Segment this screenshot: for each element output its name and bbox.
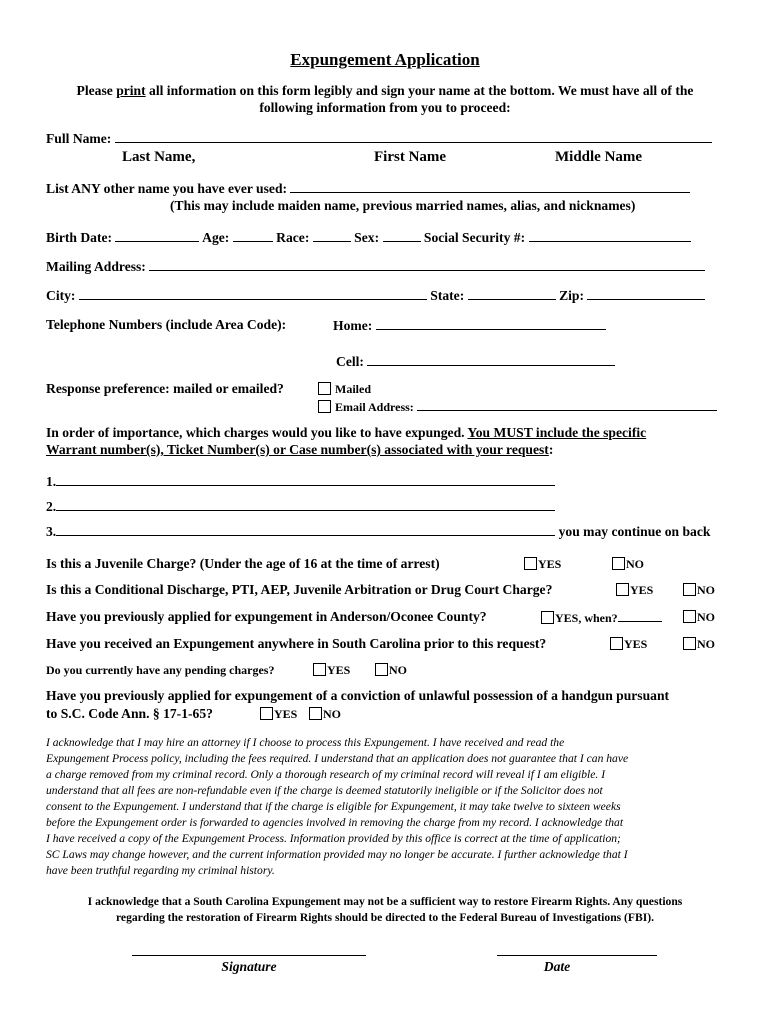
handgun-no-label: NO: [323, 707, 341, 721]
other-name-note: (This may include maiden name, previous married names, alias, and nicknames): [170, 198, 636, 213]
charge-number-3: 3.: [46, 524, 57, 539]
mailing-address-field[interactable]: [149, 258, 705, 271]
email-label: Email Address:: [335, 400, 414, 414]
charges-text-end: :: [548, 442, 554, 457]
email-address-field[interactable]: [417, 398, 717, 411]
firearm-notice-line-2: regarding the restoration of Firearm Rights should be directed to the Federal Bureau of Investigations (FBI).: [116, 911, 654, 924]
received-yes-checkbox[interactable]: [610, 637, 623, 650]
age-field[interactable]: [233, 229, 273, 242]
state-field[interactable]: [468, 287, 556, 300]
mailing-address-label: Mailing Address:: [46, 259, 146, 274]
previous-when-field[interactable]: [618, 609, 662, 622]
handgun-yes-option: [258, 706, 297, 722]
charge-row-1: [46, 473, 555, 490]
juvenile-yes-option: [522, 556, 561, 572]
state-label: State:: [430, 288, 465, 303]
sex-field[interactable]: [383, 229, 421, 242]
charge-field-2[interactable]: [56, 498, 555, 511]
juvenile-no-option: [610, 556, 644, 572]
mailed-checkbox[interactable]: [318, 382, 331, 395]
intro-line-1: [0, 83, 770, 99]
charges-instruction-line-1: [46, 425, 646, 441]
received-no-checkbox[interactable]: [683, 637, 696, 650]
intro-line-2: following information from you to proceed:: [259, 100, 511, 115]
acknowledgement-paragraph: [46, 735, 628, 879]
previous-yes-checkbox[interactable]: [541, 611, 554, 624]
previous-yes-label: YES, when?: [555, 611, 618, 625]
birth-row: [46, 229, 691, 246]
pending-no-label: NO: [389, 663, 407, 677]
previous-question: Have you previously applied for expungement in Anderson/Oconee County?: [46, 609, 487, 624]
birth-date-field[interactable]: [115, 229, 199, 242]
juvenile-no-label: NO: [626, 557, 644, 571]
previous-no-label: NO: [697, 610, 715, 624]
telephone-label: Telephone Numbers (include Area Code):: [46, 317, 287, 332]
received-question: Have you received an Expungement anywhere in South Carolina prior to this request?: [46, 636, 547, 651]
pending-yes-checkbox[interactable]: [313, 663, 326, 676]
intro-text-b: all information on this form legibly and sign your name at the bottom. We must have all of the: [145, 83, 694, 98]
handgun-yes-checkbox[interactable]: [260, 707, 273, 720]
full-name-label: Full Name:: [46, 131, 112, 146]
juvenile-yes-label: YES: [538, 557, 562, 571]
conditional-yes-label: YES: [630, 583, 654, 597]
ack-line: a charge removed from my criminal record. Only a thorough research of my criminal record will reveal if I am eligible. I: [46, 768, 606, 781]
conditional-no-checkbox[interactable]: [683, 583, 696, 596]
ack-line: understand that all fees are non-refundable even if the charge is deemed statutorily ineligible or if the Solicitor does not: [46, 784, 603, 797]
juvenile-no-checkbox[interactable]: [612, 557, 625, 570]
conditional-question: Is this a Conditional Discharge, PTI, AEP, Juvenile Arbitration or Drug Court Charge?: [46, 582, 553, 597]
ack-line: consent to the Expungement. I understand that if the charge is eligible for Expungement, it may take twelve to sixteen weeks: [46, 800, 621, 813]
received-no-label: NO: [697, 637, 715, 651]
conditional-yes-checkbox[interactable]: [616, 583, 629, 596]
firearm-notice-line-1: I acknowledge that a South Carolina Expungement may not be a sufficient way to restore Firearm Rights. Any questions: [87, 895, 683, 908]
last-name-caption: Last Name,: [122, 149, 196, 165]
mailed-option: [316, 381, 371, 397]
cell-phone-field[interactable]: [367, 353, 615, 366]
handgun-no-checkbox[interactable]: [309, 707, 322, 720]
signature-label: Signature: [221, 959, 277, 974]
juvenile-question: Is this a Juvenile Charge? (Under the age of 16 at the time of arrest): [46, 556, 440, 571]
other-name-label: List ANY other name you have ever used:: [46, 181, 288, 196]
email-checkbox[interactable]: [318, 400, 331, 413]
ack-line: have been truthful regarding my criminal history.: [46, 864, 275, 877]
handgun-question-line-1: Have you previously applied for expungement of a conviction of unlawful possession of a handgun pursuant: [46, 688, 670, 703]
ack-line: I have received a copy of the Expungement Process. Information provided by this office is correct at the time of application;: [46, 832, 621, 845]
previous-no-checkbox[interactable]: [683, 610, 696, 623]
charges-text-plain: In order of importance, which charges would you like to have expunged.: [46, 425, 468, 440]
charge-number-1: 1.: [46, 474, 57, 489]
ssn-field[interactable]: [529, 229, 691, 242]
cell-phone-row: [336, 353, 615, 370]
received-yes-label: YES: [624, 637, 648, 651]
received-no-option: [681, 636, 715, 652]
previous-no-option: [681, 609, 715, 625]
pending-yes-option: [311, 662, 350, 678]
signature-line[interactable]: [132, 955, 366, 956]
city-field[interactable]: [79, 287, 427, 300]
handgun-no-option: [307, 706, 341, 722]
home-phone-field[interactable]: [376, 317, 606, 330]
pending-yes-label: YES: [327, 663, 351, 677]
home-phone-row: [333, 317, 606, 334]
other-name-field[interactable]: [290, 180, 690, 193]
ack-line: Expungement Process policy, including the fees required. I understand that an application does not guarantee that I can have: [46, 752, 629, 765]
race-field[interactable]: [313, 229, 351, 242]
date-line[interactable]: [497, 955, 657, 956]
handgun-yes-label: YES: [274, 707, 298, 721]
city-label: City:: [46, 288, 76, 303]
conditional-no-option: [681, 582, 715, 598]
pending-no-checkbox[interactable]: [375, 663, 388, 676]
city-row: [46, 287, 705, 304]
cell-phone-label: Cell:: [336, 354, 364, 369]
charges-instruction-line-2: [46, 442, 553, 458]
charge-row-2: [46, 498, 555, 515]
intro-text-a: Please: [76, 83, 117, 98]
date-label: Date: [543, 959, 571, 974]
email-option: [316, 398, 717, 415]
previous-yes-option: [539, 609, 662, 626]
middle-name-caption: Middle Name: [555, 149, 643, 165]
conditional-yes-option: [614, 582, 653, 598]
received-yes-option: [608, 636, 647, 652]
age-label: Age:: [202, 230, 230, 245]
sex-label: Sex:: [354, 230, 380, 245]
pending-no-option: [373, 662, 407, 678]
handgun-question-line-2: to S.C. Code Ann. § 17-1-65?: [46, 706, 213, 721]
response-label: Response preference: mailed or emailed?: [46, 381, 284, 396]
ack-line: I acknowledge that I may hire an attorney if I choose to process this Expungement. I have received and read the: [46, 736, 565, 749]
full-name-field[interactable]: [115, 130, 712, 143]
zip-field[interactable]: [587, 287, 705, 300]
other-name-row: [46, 180, 690, 197]
charge-field-1[interactable]: [56, 473, 555, 486]
pending-question: Do you currently have any pending charges?: [46, 663, 275, 677]
charges-text-underlined-b: Warrant number(s), Ticket Number(s) or Case number(s) associated with your request: [46, 442, 549, 457]
zip-label: Zip:: [559, 288, 584, 303]
charge-number-2: 2.: [46, 499, 57, 514]
home-phone-label: Home:: [333, 318, 373, 333]
birth-date-label: Birth Date:: [46, 230, 113, 245]
ack-line: before the Expungement order is forwarded to agencies involved in removing the charge from my record. I acknowledge that: [46, 816, 624, 829]
conditional-no-label: NO: [697, 583, 715, 597]
ack-line: SC Laws may change however, and the current information provided may no longer be accurate. I further acknowledge that I: [46, 848, 628, 861]
mailed-label: Mailed: [335, 382, 371, 396]
page-title: Expungement Application: [290, 50, 480, 69]
juvenile-yes-checkbox[interactable]: [524, 557, 537, 570]
intro-print-word: print: [116, 83, 146, 98]
charge-field-3[interactable]: [56, 523, 555, 536]
ssn-label: Social Security #:: [423, 230, 526, 245]
full-name-row: [46, 130, 712, 147]
continue-note: you may continue on back: [558, 524, 711, 539]
charge-row-3: [46, 523, 710, 540]
mailing-row: [46, 258, 705, 275]
first-name-caption: First Name: [374, 149, 447, 165]
charges-text-underlined-a: You MUST include the specific: [467, 425, 647, 440]
race-label: Race:: [276, 230, 310, 245]
